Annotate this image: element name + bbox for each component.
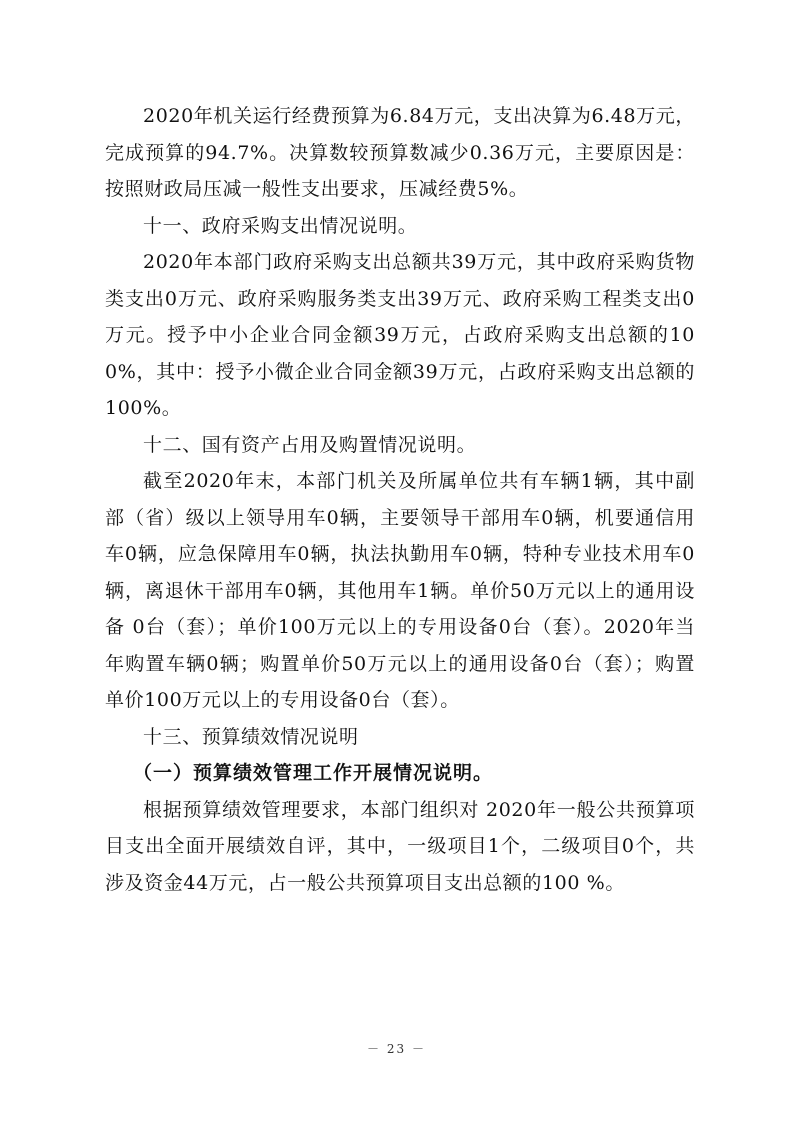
heading-budget-performance: 十三、预算绩效情况说明 xyxy=(143,725,359,748)
paragraph-operating-expenses: 2020年机关运行经费预算为6.84万元，支出决算为6.48万元，完成预算的94.7%。决算数较预算数减少0.36万元，主要原因是：按照财政局压减一般性支出要求，压减经费5%。 xyxy=(105,105,695,200)
subheading-performance-management: （一）预算绩效管理工作开展情况说明。 xyxy=(133,762,494,784)
heading-state-assets: 十二、国有资产占用及购置情况说明。 xyxy=(143,433,477,456)
page-number: － 23 － xyxy=(367,1042,426,1056)
heading-government-procurement: 十一、政府采购支出情况说明。 xyxy=(143,214,418,237)
paragraph-performance-management: 根据预算绩效管理要求，本部门组织对 2020年一般公共预算项目支出全面开展绩效自评，其中，一级项目1个，二级项目0个，共涉及资金44万元，占一般公共预算项目支出总额的100 %。 xyxy=(105,798,695,894)
paragraph-state-assets: 截至2020年末，本部门机关及所属单位共有车辆1辆，其中副部（省）级以上领导用车0辆，主要领导干部用车0辆，机要通信用车0辆，应急保障用车0辆，执法执勤用车0辆，特种专业技术用车0辆，离退休干部用车0辆，其他用车1辆。单价50万元以上的通用设备 0台（套）；单价100万元以上的专用设备0台（套）。2020年当年购置车辆0辆；购置单价50万元以上的通用设备0台（套）；购置单价100万元以上的专用设备0台（套）。 xyxy=(105,470,695,711)
paragraph-government-procurement: 2020年本部门政府采购支出总额共39万元，其中政府采购货物类支出0万元、政府采购服务类支出39万元、政府采购工程类支出0万元。授予中小企业合同金额39万元，占政府采购支出总额的100%，其中：授予小微企业合同金额39万元，占政府采购支出总额的100%。 xyxy=(105,251,695,419)
document-body xyxy=(105,98,695,901)
